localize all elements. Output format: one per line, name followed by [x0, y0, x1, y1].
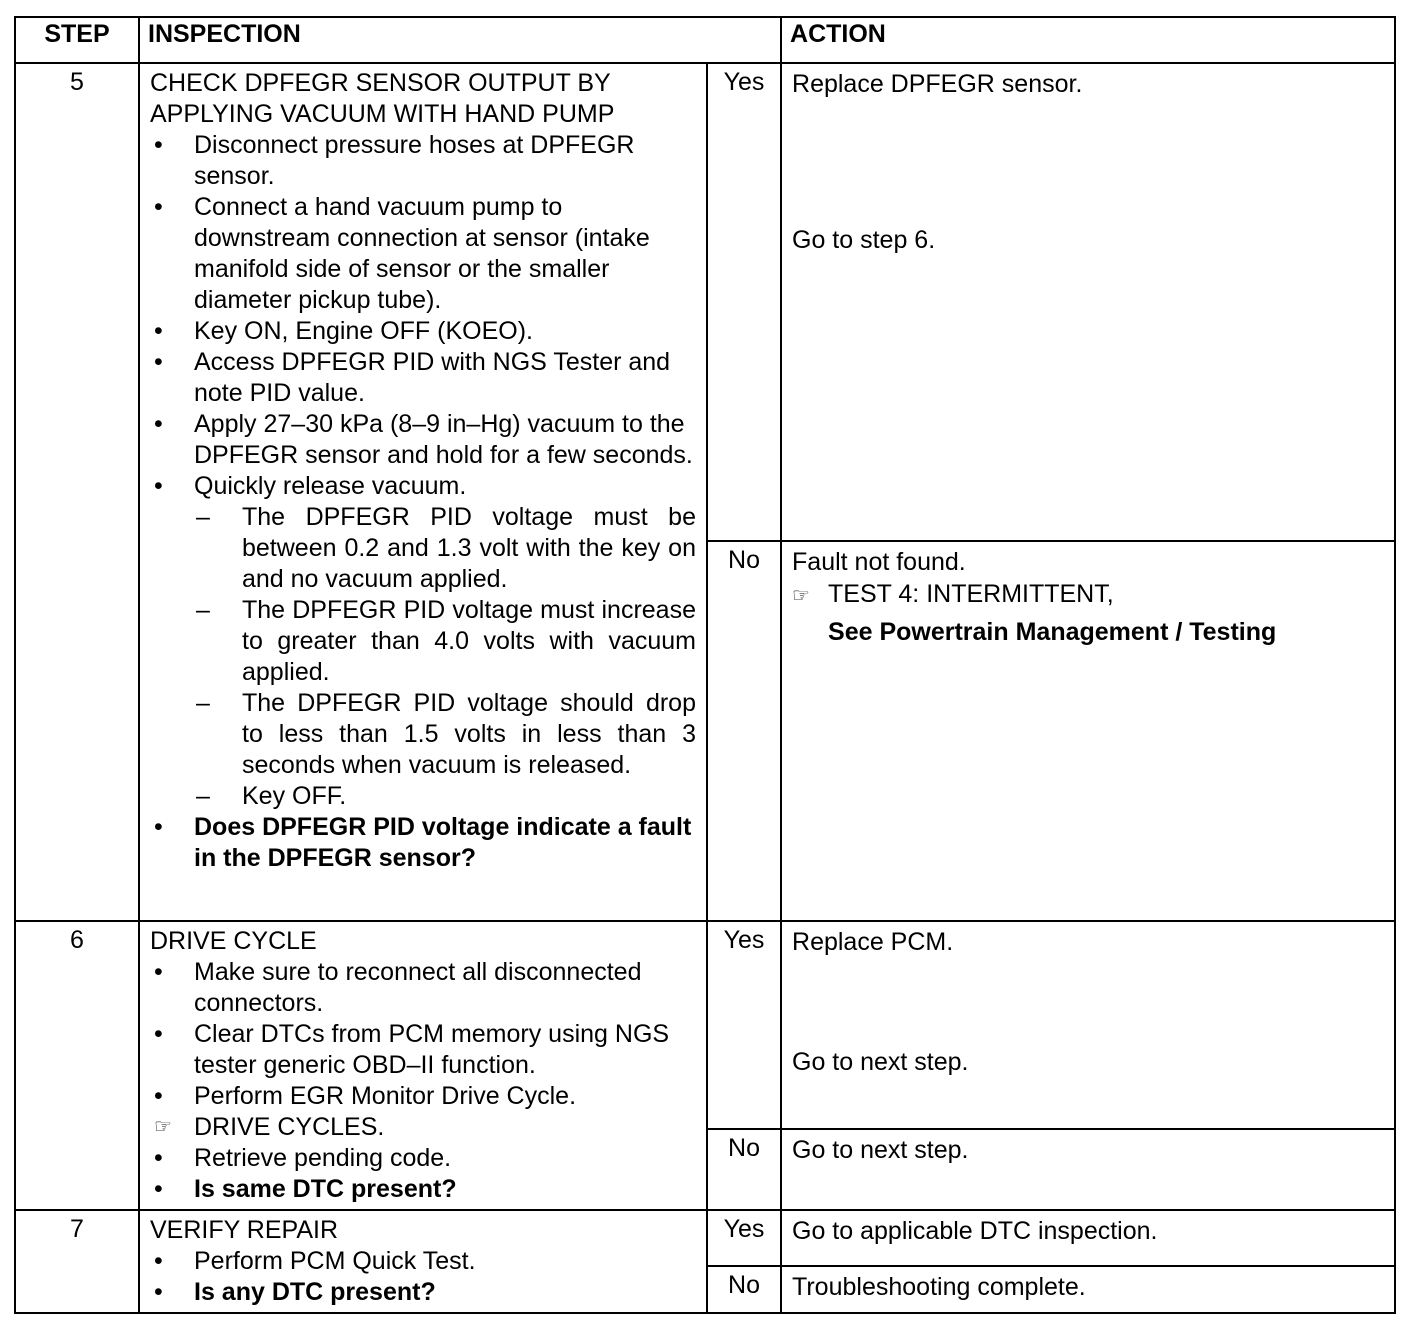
list-item: • Perform EGR Monitor Drive Cycle.	[150, 1081, 696, 1112]
step-5-title-1: CHECK DPFEGR SENSOR OUTPUT BY	[150, 69, 611, 97]
list-item: • Disconnect pressure hoses at DPFEGR sensor.	[150, 130, 696, 192]
bullet-icon: •	[154, 813, 163, 841]
sub-item: – The DPFEGR PID voltage must be between 0.2 and 1.3 volt with the key on and no vacuum applied.	[196, 503, 696, 593]
step-5-inspection	[139, 63, 707, 921]
step-5-row-yes	[15, 63, 1395, 541]
step-6-inspection	[139, 921, 707, 1210]
step-header: STEP	[15, 17, 139, 63]
pointing-hand-icon: ☞	[154, 1116, 172, 1138]
step-5-yes-label: Yes	[707, 63, 781, 541]
bullet-icon: •	[154, 472, 163, 500]
question-item: • Is any DTC present?	[150, 1277, 696, 1308]
bullet-icon: •	[154, 131, 163, 159]
step-5-no-action: Fault not found. ☞ TEST 4: INTERMITTENT, See Powertrain Management / Testing	[781, 541, 1395, 921]
bullet-icon: •	[154, 1020, 163, 1048]
step-6-title: DRIVE CYCLE	[150, 927, 317, 955]
step-7-yes-action: Go to applicable DTC inspection.	[781, 1210, 1395, 1266]
list-item: • Connect a hand vacuum pump to downstream connection at sensor (intake manifold side of sensor or the smaller diameter pickup tube).	[150, 192, 696, 316]
list-item: • Apply 27–30 kPa (8–9 in–Hg) vacuum to the DPFEGR sensor and hold for a few seconds.	[150, 409, 696, 471]
step-7-row-yes	[15, 1210, 1395, 1266]
question-item: • Does DPFEGR PID voltage indicate a fault in the DPFEGR sensor?	[150, 812, 696, 874]
step-6-row-yes	[15, 921, 1395, 1129]
step-7-number: 7	[15, 1210, 139, 1313]
bullet-icon: •	[154, 1247, 163, 1275]
dash-icon: –	[196, 503, 210, 531]
step-7-no-action: Troubleshooting complete.	[781, 1266, 1395, 1313]
dash-icon: –	[196, 689, 210, 717]
bullet-icon: •	[154, 1175, 163, 1203]
step-7-inspection	[139, 1210, 707, 1313]
bullet-icon: •	[154, 410, 163, 438]
step-7-no-label: No	[707, 1266, 781, 1313]
bullet-icon: •	[154, 1144, 163, 1172]
list-item: • Clear DTCs from PCM memory using NGS tester generic OBD–II function.	[150, 1019, 696, 1081]
bullet-icon: •	[154, 1278, 163, 1306]
step-5-title-2: APPLYING VACUUM WITH HAND PUMP	[150, 100, 615, 128]
bullet-icon: •	[154, 193, 163, 221]
bullet-icon: •	[154, 958, 163, 986]
step-6-no-action: Go to next step.	[781, 1129, 1395, 1210]
sub-item: – The DPFEGR PID voltage should drop to less than 1.5 volts in less than 3 seconds when vacuum is released.	[196, 689, 696, 779]
list-item: • Key ON, Engine OFF (KOEO).	[150, 316, 696, 347]
step-6-number: 6	[15, 921, 139, 1210]
inspection-table	[14, 16, 1396, 1314]
bullet-icon: •	[154, 317, 163, 345]
question-item: • Is same DTC present?	[150, 1174, 696, 1205]
reference-item: ☞ DRIVE CYCLES.	[150, 1112, 696, 1143]
step-6-yes-action: Replace PCM. Go to next step.	[781, 921, 1395, 1129]
step-5-yes-action: Replace DPFEGR sensor. Go to step 6.	[781, 63, 1395, 541]
list-item: • Access DPFEGR PID with NGS Tester and note PID value.	[150, 347, 696, 409]
list-item: • Perform PCM Quick Test.	[150, 1246, 696, 1277]
dash-icon: –	[196, 782, 210, 810]
dash-icon: –	[196, 596, 210, 624]
sub-item: – Key OFF.	[196, 782, 347, 810]
step-7-yes-label: Yes	[707, 1210, 781, 1266]
step-7-title: VERIFY REPAIR	[150, 1216, 339, 1244]
sub-item: – The DPFEGR PID voltage must increase to greater than 4.0 volts with vacuum applied.	[196, 596, 696, 686]
bullet-icon: •	[154, 1082, 163, 1110]
list-item: • Make sure to reconnect all disconnected connectors.	[150, 957, 696, 1019]
inspection-header: INSPECTION	[139, 17, 781, 63]
list-item: • Retrieve pending code.	[150, 1143, 696, 1174]
list-item: • Quickly release vacuum.	[150, 471, 696, 502]
step-5-no-label: No	[707, 541, 781, 921]
step-6-no-label: No	[707, 1129, 781, 1210]
bullet-icon: •	[154, 348, 163, 376]
pointing-hand-icon: ☞	[792, 585, 810, 607]
header-row	[15, 17, 1395, 63]
action-header: ACTION	[781, 17, 1395, 63]
step-6-yes-label: Yes	[707, 921, 781, 1129]
step-5-number: 5	[15, 63, 139, 921]
